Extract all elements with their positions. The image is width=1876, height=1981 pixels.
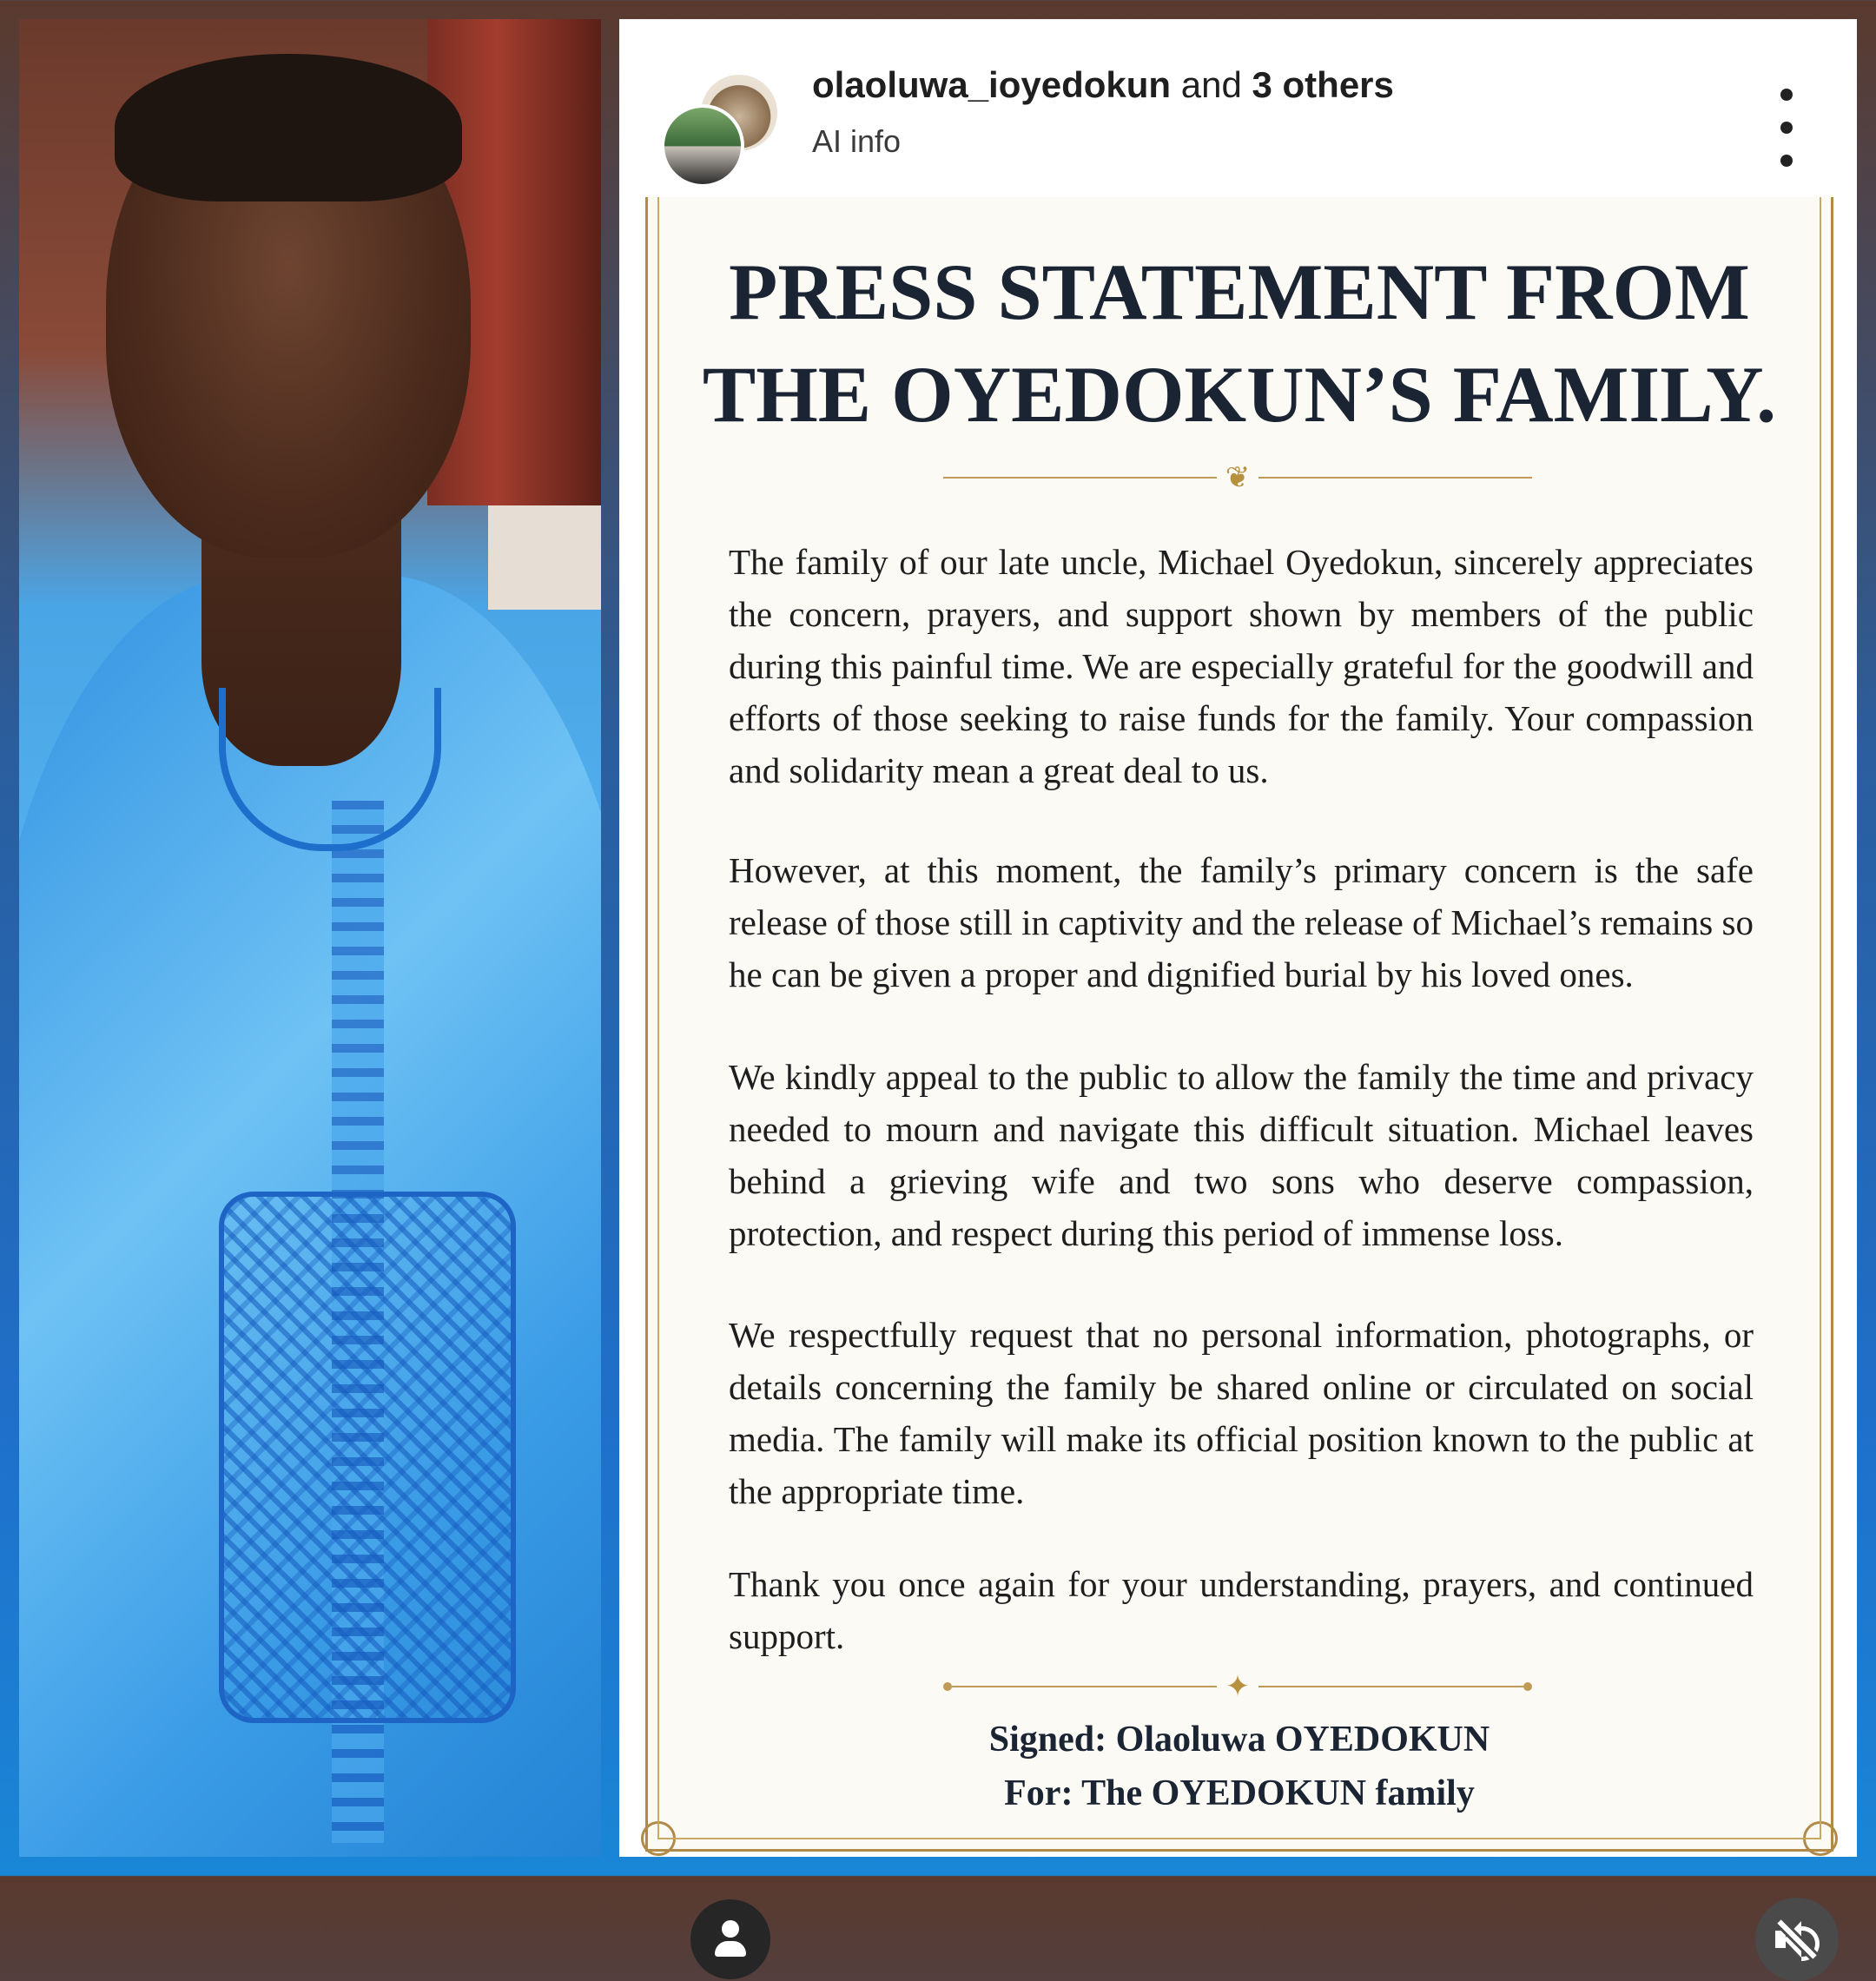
divider-dot — [943, 1682, 952, 1691]
divider-line — [1258, 477, 1532, 479]
volume-mute-icon — [1775, 1919, 1819, 1959]
more-options-button[interactable] — [1766, 89, 1807, 167]
divider-dot — [1523, 1682, 1532, 1691]
more-vertical-icon — [1780, 89, 1793, 101]
more-vertical-icon — [1780, 155, 1793, 167]
background-wall — [488, 505, 601, 610]
post-card — [619, 19, 1857, 1857]
divider-ornament — [943, 1669, 1532, 1704]
avatar[interactable] — [661, 104, 744, 188]
signed-line: Signed: Olaoluwa OYEDOKUN — [988, 1720, 1490, 1760]
statement-title-line2: THE OYEDOKUN’S FAMILY. — [702, 350, 1777, 439]
post-header — [619, 19, 1857, 197]
flourish-icon: ❦ — [1225, 460, 1251, 495]
hair — [115, 54, 462, 201]
user-icon — [713, 1920, 748, 1958]
divider-line — [943, 477, 1217, 479]
other-authors-link[interactable]: 3 others — [1252, 64, 1394, 105]
author-username[interactable]: olaoluwa_ioyedokun — [812, 64, 1172, 105]
author-connector: and — [1171, 64, 1252, 105]
robe-embroidery — [219, 1192, 516, 1723]
press-statement-image — [645, 197, 1833, 1852]
diamond-flourish-icon: ✦ — [1225, 1669, 1251, 1704]
signature-block — [645, 1713, 1833, 1820]
divider-ornament — [943, 460, 1532, 495]
post-authors[interactable] — [812, 64, 1394, 106]
statement-title-line1: PRESS STATEMENT FROM — [729, 248, 1750, 336]
statement-paragraph: We respectfully request that no personal information, photographs, or details concerning the family be shared online or circulated on social media. The family will make its official position known to the public at the appropriate time. — [729, 1315, 1754, 1511]
mute-toggle-button[interactable] — [1755, 1898, 1839, 1981]
tagged-users-button[interactable] — [690, 1899, 770, 1979]
statement-paragraph: We kindly appeal to the public to allow the family the time and privacy needed to mourn and navigate this difficult situation. Michael leaves behind a grieving wife and two sons who deserve compassion, protection, and respect during this period of immense loss. — [729, 1057, 1754, 1253]
divider-line — [952, 1686, 1217, 1687]
avatar-stack[interactable] — [661, 54, 791, 193]
ai-info-link[interactable]: AI info — [812, 123, 902, 159]
statement-paragraph: Thank you once again for your understanding, prayers, and continued support. — [729, 1564, 1754, 1656]
divider-line — [1258, 1686, 1523, 1687]
statement-title — [645, 241, 1833, 446]
statement-paragraph: However, at this moment, the family’s primary concern is the safe release of those still in captivity and the release of Michael’s remains so he can be given a proper and dignified burial by his loved ones. — [729, 850, 1754, 994]
for-line: For: The OYEDOKUN family — [1004, 1773, 1475, 1813]
statement-paragraph: The family of our late uncle, Michael Oyedokun, sincerely appreciates the concern, prayers, and support shown by members of the public during this painful time. We are especially grateful for the goodwill and efforts of those seeking to raise funds for the family. Your compassion and solidarity mean a great deal to us. — [729, 542, 1754, 790]
portrait-photo — [19, 19, 601, 1857]
more-vertical-icon — [1780, 122, 1793, 134]
